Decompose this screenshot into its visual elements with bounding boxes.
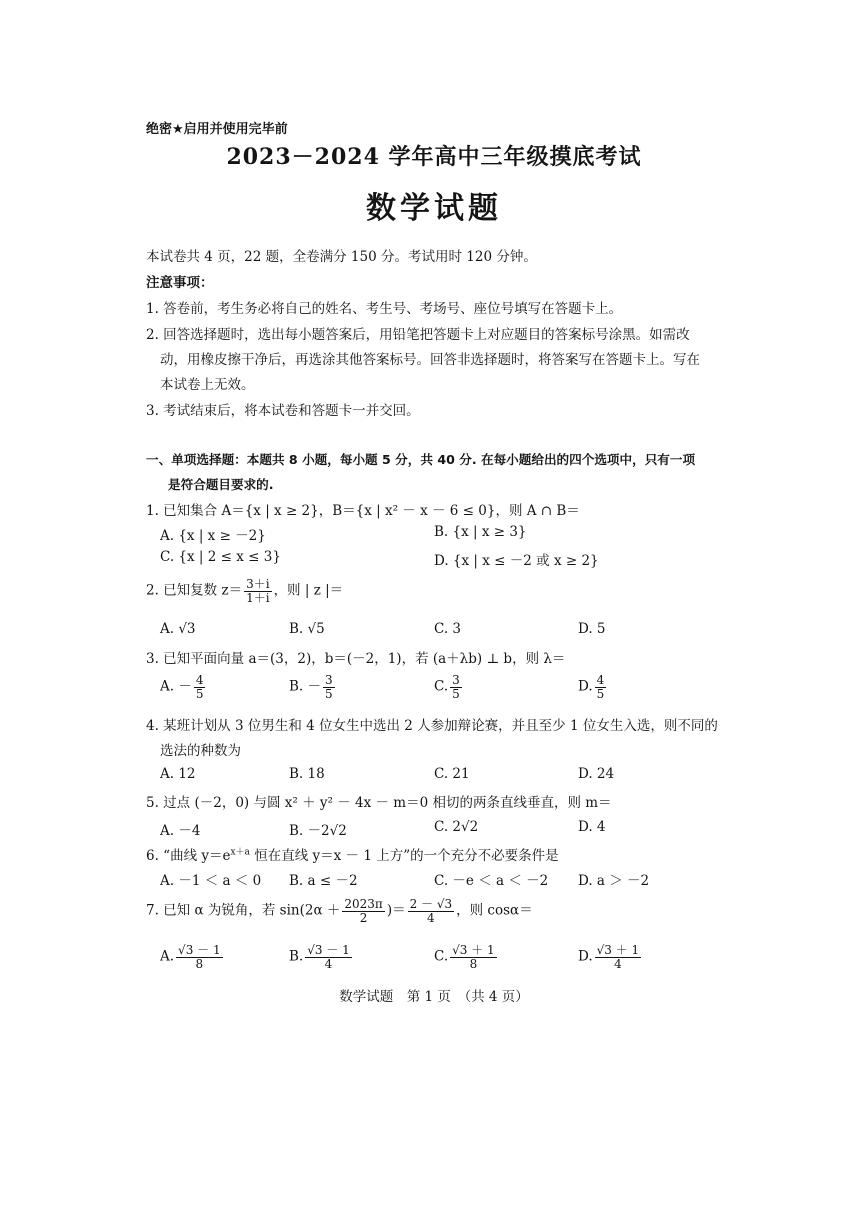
question-7-option-a — [160, 944, 225, 970]
question-3-option-d — [578, 674, 608, 700]
question-6-option-c: C. －e ＜ a ＜ －2 — [434, 873, 549, 889]
option-fraction — [305, 944, 352, 970]
question-6-stem-end: 恒在直线 y＝x － 1 上方”的一个充分不必要条件是 — [249, 848, 559, 864]
question-1-option-a: A. {x | x ≥ －2} — [160, 528, 266, 544]
question-7-fraction-1 — [342, 898, 384, 924]
question-5-option-d: D. 4 — [578, 819, 606, 835]
question-6-stem — [146, 844, 559, 864]
question-4-option-d: D. 24 — [578, 766, 615, 782]
fraction-numerator: 3 — [325, 673, 333, 687]
question-3-stem: 3. 已知平面向量 a＝(3，2)，b＝(－2，1)，若 (a＋λb) ⊥ b，则 λ＝ — [146, 651, 566, 667]
fraction-denominator: 1＋i — [246, 590, 270, 605]
option-fraction — [176, 944, 223, 970]
question-6-option-b: B. a ≤ －2 — [289, 873, 358, 889]
fraction-numerator: √3 ＋ 1 — [452, 943, 495, 957]
fraction-denominator: 5 — [325, 686, 333, 701]
question-7-stem-end: ，则 cosα＝ — [456, 902, 533, 919]
option-fraction — [595, 944, 642, 970]
question-5-stem: 5. 过点 (－2，0) 与圆 x² ＋ y² － 4x － m＝0 相切的两条直线垂直，则 m＝ — [146, 795, 612, 811]
question-2-option-c: C. 3 — [434, 621, 462, 637]
question-2-option-a: A. √3 — [160, 621, 196, 637]
fraction-numerator: √3 ＋ 1 — [596, 943, 640, 957]
question-4-option-b: B. 18 — [289, 766, 325, 782]
fraction-numerator: 2023π — [344, 897, 383, 911]
subject-title: 数学试题 — [366, 191, 502, 226]
question-7-option-b — [289, 944, 354, 970]
notice-item-1: 1. 答卷前，考生务必将自己的姓名、考生号、考场号、座位号填写在答题卡上。 — [146, 301, 623, 317]
notice-item-2: 2. 回答选择题时，选出每小题答案后，用铅笔把答题卡上对应题目的答案标号涂黑。如需改 — [146, 327, 690, 343]
question-4-option-c: C. 21 — [434, 766, 470, 782]
option-label: D. — [578, 678, 593, 695]
question-4-option-a: A. 12 — [160, 766, 196, 782]
question-7-option-d — [578, 944, 643, 970]
fraction-denominator: 4 — [324, 956, 333, 971]
question-2-option-d: D. 5 — [578, 621, 606, 637]
question-4-stem-cont: 选法的种数为 — [160, 743, 241, 759]
fraction-numerator: 3 — [452, 673, 460, 687]
question-7-stem-mid: )＝ — [386, 902, 406, 919]
fraction-denominator: 8 — [195, 956, 204, 971]
question-2-stem — [146, 578, 343, 604]
question-3-option-b — [289, 674, 337, 700]
option-fraction — [450, 944, 497, 970]
option-fraction — [450, 674, 462, 700]
question-7-stem-start: 7. 已知 α 为锐角，若 sin(2α ＋ — [146, 902, 341, 919]
fraction-numerator: 4 — [596, 673, 605, 687]
notice-item-3: 3. 考试结束后，将本试卷和答题卡一并交回。 — [146, 403, 420, 419]
exam-summary: 本试卷共 4 页，22 题，全卷满分 150 分。考试用时 120 分钟。 — [146, 249, 537, 265]
fraction-denominator: 4 — [614, 956, 622, 971]
fraction-denominator: 2 — [359, 910, 368, 925]
fraction-denominator: 5 — [195, 686, 204, 701]
confidential-mark: 绝密★启用并使用完毕前 — [146, 122, 288, 137]
option-fraction — [194, 674, 206, 700]
exam-title: 2023－2024 学年高中三年级摸底考试 — [226, 144, 642, 170]
notice-item-2-cont: 本试卷上无效。 — [160, 377, 255, 393]
fraction-denominator: 8 — [469, 956, 478, 971]
notice-item-2-cont: 动，用橡皮擦干净后，再选涂其他答案标号。回答非选择题时，将答案写在答题卡上。写在 — [160, 352, 700, 368]
question-7-option-c — [434, 944, 499, 970]
option-label: A. － — [160, 678, 192, 695]
fraction-denominator: 5 — [452, 686, 460, 701]
page-footer: 数学试题 第 1 页 （共 4 页） — [339, 989, 529, 1005]
question-4-stem: 4. 某班计划从 3 位男生和 4 位女生中选出 2 人参加辩论赛，并且至少 1 位女生入选，则不同的 — [146, 718, 718, 734]
section-heading: 一、单项选择题：本题共 8 小题，每小题 5 分，共 40 分. 在每小题给出的四个选项中，只有一项 — [146, 452, 696, 467]
option-fraction — [323, 674, 335, 700]
notice-heading: 注意事项： — [146, 275, 214, 291]
question-2-option-b: B. √5 — [289, 621, 325, 637]
question-6-option-d: D. a ＞ －2 — [578, 873, 650, 889]
fraction-numerator: 3＋i — [246, 577, 270, 591]
question-7-stem — [146, 898, 533, 924]
option-fraction — [595, 674, 607, 700]
question-2-fraction — [244, 578, 271, 604]
question-2-stem-start: 2. 已知复数 z＝ — [146, 582, 243, 599]
question-1-option-b: B. {x | x ≥ 3} — [434, 524, 527, 540]
question-3-option-c — [434, 674, 464, 700]
fraction-numerator: 2 － √3 — [409, 897, 453, 911]
option-label: A. — [160, 948, 175, 965]
option-label: C. — [434, 948, 449, 965]
option-label: D. — [578, 948, 593, 965]
question-7-fraction-2 — [408, 898, 455, 924]
section-heading-cont: 是符合题目要求的. — [168, 477, 274, 492]
option-label: B. — [289, 948, 304, 965]
fraction-numerator: √3 － 1 — [307, 943, 350, 957]
question-5-option-a: A. －4 — [160, 823, 201, 839]
fraction-numerator: √3 － 1 — [178, 943, 221, 957]
option-label: B. － — [289, 678, 322, 695]
question-6-option-a: A. －1 ＜ a ＜ 0 — [160, 873, 262, 889]
fraction-numerator: 4 — [195, 673, 204, 687]
question-5-option-c: C. 2√2 — [434, 819, 479, 835]
question-1-option-d: D. {x | x ≤ －2 或 x ≥ 2} — [434, 553, 599, 569]
exponent: x＋a — [230, 847, 250, 858]
fraction-denominator: 4 — [427, 910, 435, 925]
question-1-stem: 1. 已知集合 A＝{x | x ≥ 2}，B＝{x | x² － x － 6 ≤ 0}，则 A ∩ B＝ — [146, 503, 580, 519]
option-label: C. — [434, 678, 449, 695]
fraction-denominator: 5 — [596, 686, 605, 701]
question-5-option-b: B. －2√2 — [289, 823, 347, 839]
question-1-option-c: C. {x | 2 ≤ x ≤ 3} — [160, 549, 281, 565]
question-3-option-a — [160, 674, 207, 700]
question-6-stem-start: 6. “曲线 y＝e — [146, 848, 231, 864]
question-2-stem-end: ，则 | z |＝ — [273, 582, 344, 599]
